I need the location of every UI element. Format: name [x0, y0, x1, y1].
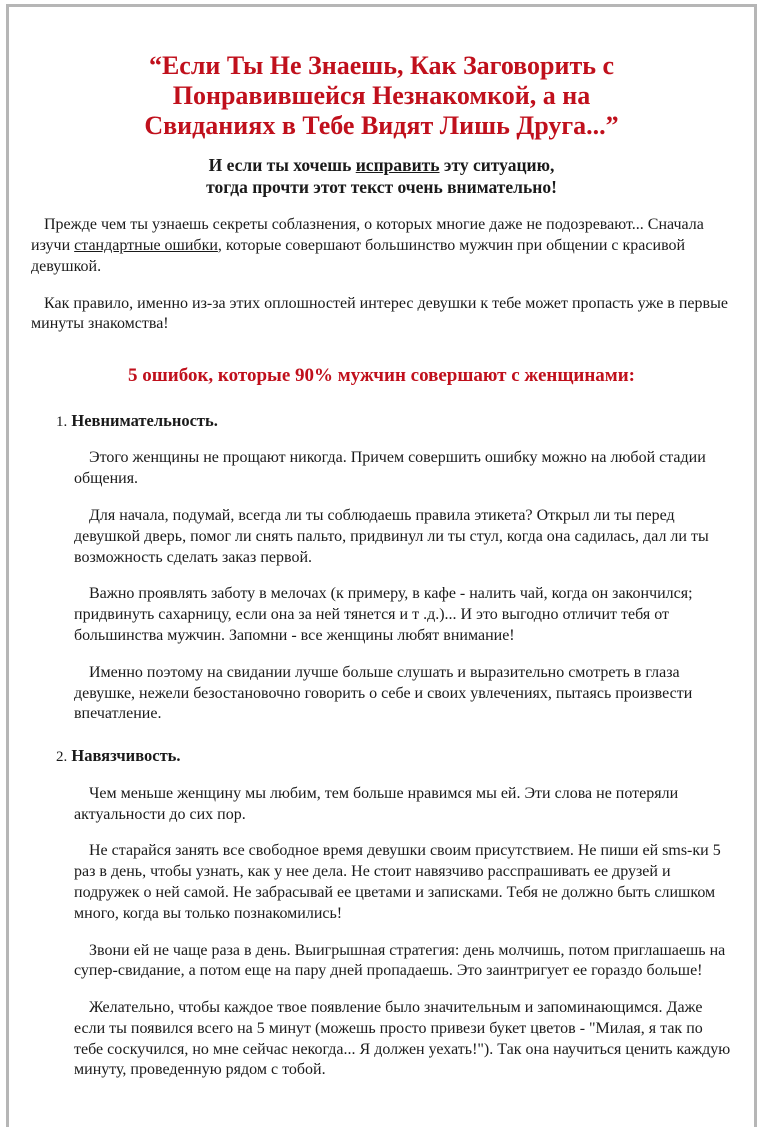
intro-paragraph-2: Как правило, именно из-за этих оплошностей интерес девушки к тебе может пропасть уже в первые минуты знакомства! — [31, 294, 728, 333]
mistake-2-paragraph-3: Звони ей не чаще раза в день. Выигрышная стратегия: день молчишь, потом приглашаешь на супер-свидание, а потом еще на пару дней пропадаешь. Это заинтригует ее гораздо больше! — [74, 941, 726, 980]
mistake-2-paragraph-4: Желательно, чтобы каждое твое появление было значительным и запоминающимся. Даже если ты появился всего на 5 минут (можешь просто привези букет цветов - "Милая, я так по тебе соскучился, но мне сейчас некогда... Я должен уехать!"). Так она научиться ценить каждую минуту, проведенную рядом с тобой. — [74, 999, 731, 1079]
sub-headline-line-2: тогда прочти этот текст очень внимательно! — [206, 177, 557, 198]
mistake-item-2 — [29, 745, 734, 1081]
mistake-2-number: 2. — [56, 749, 68, 766]
sales-letter-page — [0, 4, 763, 1127]
mistake-2-title: Навязчивость. — [71, 746, 181, 766]
intro-paragraph-1 — [31, 215, 732, 277]
sub-headline-suffix: эту ситуацию, — [439, 154, 555, 175]
intro-p1-suffix: , которые совершают большинство мужчин при общении с красивой девушкой. — [31, 236, 686, 275]
headline-line-1: “Если Ты Не Знаешь, Как Заговорить с — [148, 51, 615, 80]
sub-headline-prefix: И если ты хочешь — [208, 154, 356, 175]
mistake-item-1 — [29, 410, 734, 725]
headline-line-3: Свиданиях в Тебе Видят Лишь Друга...” — [144, 110, 619, 140]
mistake-1-paragraph-2: Для начала, подумай, всегда ли ты соблюдаешь правила этикета? Открыл ли ты перед девушкой дверь, помог ли снять пальто, придвинул ли ты стул, когда она садилась, дал ли ты возможность сделать заказ первой. — [74, 507, 709, 566]
intro-p1-underlined-phrase: стандартные ошибки — [74, 236, 218, 254]
mistake-1-paragraph-4: Именно поэтому на свидании лучше больше слушать и выразительно смотреть в глаза девушке, нежели безостановочно говорить о себе и своих увлечениях, пытаясь произвести впечатление. — [74, 663, 693, 723]
intro-p1-prefix: Прежде чем ты узнаешь секреты соблазнения, о которых многие даже не подозревают... Сначала изучи — [31, 216, 704, 254]
mistake-2-paragraph-1: Чем меньше женщину мы любим, тем больше нравимся мы ей. Эти слова не потеряли актуальности до сих пор. — [74, 784, 679, 823]
headline-line-2: Понравившейся Незнакомкой, а на — [172, 80, 591, 110]
mistakes-section-heading: 5 ошибок, которые 90% мужчин совершают с женщинами: — [127, 365, 635, 387]
sub-headline — [29, 154, 734, 200]
sub-headline-underlined-word: исправить — [355, 154, 440, 175]
mistake-1-title: Невнимательность. — [71, 410, 218, 430]
mistake-2-heading — [56, 745, 734, 768]
main-headline — [29, 51, 734, 141]
sub-headline-line-1 — [29, 154, 734, 177]
content-frame — [6, 4, 757, 1127]
mistake-2-paragraph-2: Не старайся занять все свободное время девушки своим присутствием. Не пиши ей sms-ки 5 раз в день, чтобы узнать, как у нее дела. Не стоит навязчиво расспрашивать ее друзей и подружек о ней самой. Не забрасывай ее цветами и записками. Тебя не должно быть слишком много, когда вы только познакомились! — [74, 842, 721, 922]
mistake-1-paragraph-3: Важно проявлять заботу в мелочах (к примеру, в кафе - налить чай, когда он закончился; придвинуть сахарницу, если она за ней тянется и т .д.)... И это выгодно отличит тебя от большинства мужчин. Запомни - все женщины любят внимание! — [74, 585, 693, 645]
mistake-1-paragraph-1: Этого женщины не прощают никогда. Причем совершить ошибку можно на любой стадии общения. — [74, 449, 706, 488]
mistake-1-number: 1. — [56, 413, 68, 430]
mistake-1-heading — [56, 410, 734, 433]
